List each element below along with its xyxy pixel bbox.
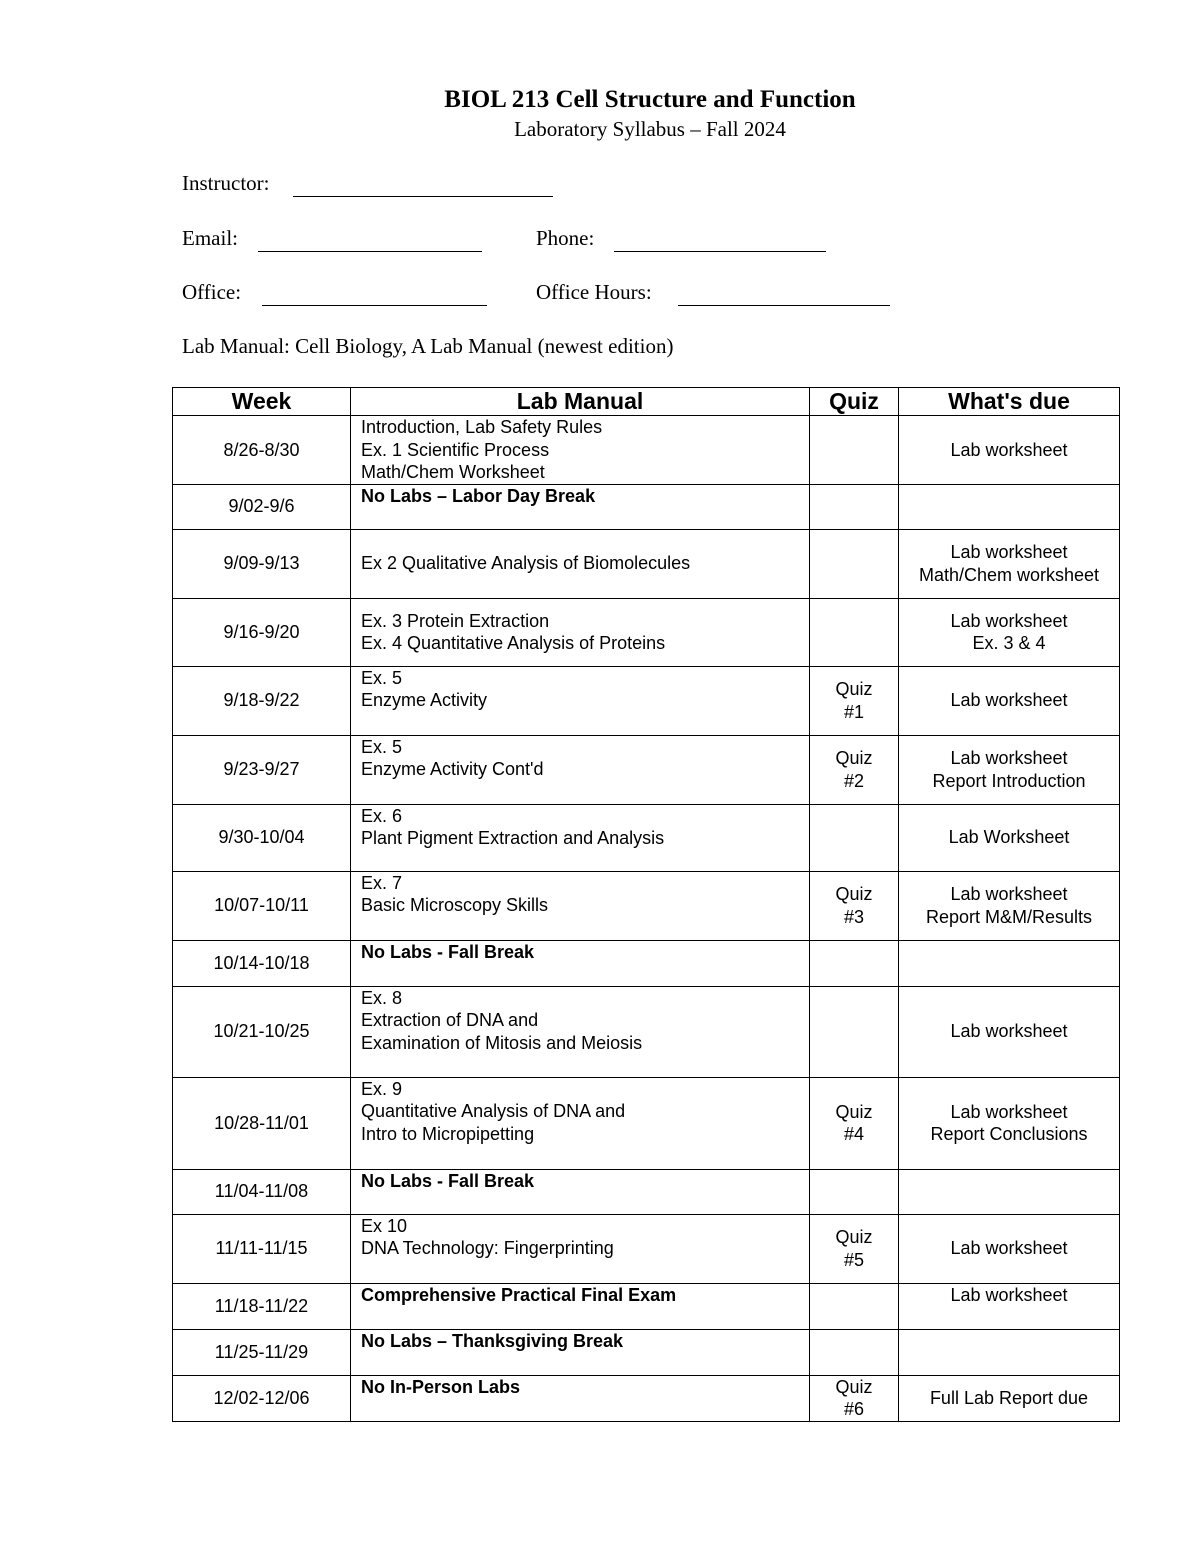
table-header-row — [173, 388, 1120, 416]
week-cell: 10/14-10/18 — [173, 940, 351, 986]
whats-due-cell — [899, 735, 1120, 804]
email-blank — [258, 251, 482, 252]
table-row — [173, 1375, 1120, 1421]
lab-manual-line: Examination of Mitosis and Meiosis — [361, 1032, 643, 1053]
whats-due-cell — [899, 1169, 1120, 1214]
week-cell: 9/02-9/6 — [173, 484, 351, 529]
whats-due-line: Report M&M/Results — [925, 906, 1093, 927]
email-label: Email: — [182, 226, 238, 250]
week-cell: 9/09-9/13 — [173, 529, 351, 598]
header-quiz: Quiz — [810, 388, 899, 416]
week-cell: 11/11-11/15 — [173, 1214, 351, 1283]
quiz-cell — [810, 986, 899, 1077]
lab-manual-line: Plant Pigment Extraction and Analysis — [361, 828, 665, 848]
lab-manual-line: Comprehensive Practical Final Exam — [361, 1284, 677, 1305]
whats-due-cell — [899, 598, 1120, 666]
whats-due-line: Lab worksheet — [950, 690, 1068, 711]
quiz-cell — [810, 1329, 899, 1375]
table-row — [173, 1283, 1120, 1329]
table-row — [173, 986, 1120, 1077]
whats-due-cell — [899, 940, 1120, 986]
week-cell: 9/30-10/04 — [173, 804, 351, 871]
whats-due-cell — [899, 986, 1120, 1077]
lab-manual-line: Ex. 1 Scientific Process — [361, 439, 550, 460]
whats-due-cell — [899, 1375, 1120, 1421]
table-row — [173, 871, 1120, 940]
quiz-cell — [810, 871, 899, 940]
table-row — [173, 1077, 1120, 1169]
table-row — [173, 666, 1120, 735]
whats-due-line: Report Conclusions — [930, 1124, 1088, 1144]
lab-manual-cell — [351, 666, 810, 735]
lab-manual-cell — [351, 1375, 810, 1421]
quiz-cell — [810, 598, 899, 666]
whats-due-line: Ex. 3 & 4 — [972, 633, 1046, 653]
office-blank — [262, 305, 487, 306]
whats-due-cell — [899, 529, 1120, 598]
lab-manual-line: Ex. 8 — [361, 987, 403, 1008]
lab-manual-cell — [351, 484, 810, 529]
lab-manual-line: Ex. 4 Quantitative Analysis of Proteins — [361, 633, 666, 653]
lab-manual-cell — [351, 1169, 810, 1214]
lab-manual-line: No In-Person Labs — [361, 1376, 521, 1397]
whats-due-cell — [899, 1329, 1120, 1375]
quiz-cell — [810, 940, 899, 986]
lab-manual-cell — [351, 735, 810, 804]
whats-due-cell — [899, 1077, 1120, 1169]
lab-manual-cell — [351, 1329, 810, 1375]
quiz-cell — [810, 804, 899, 871]
lab-manual-line: Lab Manual: Cell Biology, A Lab Manual (newest edition) — [182, 334, 674, 358]
whats-due-cell — [899, 666, 1120, 735]
quiz-cell — [810, 1169, 899, 1214]
phone-label: Phone: — [536, 226, 595, 250]
office-hours-label: Office Hours: — [536, 280, 652, 304]
lab-manual-cell — [351, 416, 810, 485]
whats-due-cell — [899, 871, 1120, 940]
whats-due-cell — [899, 1283, 1120, 1329]
week-cell: 11/25-11/29 — [173, 1329, 351, 1375]
week-cell: 8/26-8/30 — [173, 416, 351, 485]
quiz-cell — [810, 735, 899, 804]
table-row — [173, 940, 1120, 986]
schedule-body — [173, 416, 1120, 1422]
whats-due-line: Math/Chem worksheet — [918, 564, 1100, 585]
quiz-cell — [810, 484, 899, 529]
lab-manual-line: No Labs – Labor Day Break — [361, 485, 596, 506]
whats-due-line: Lab worksheet — [950, 1284, 1068, 1305]
table-row — [173, 735, 1120, 804]
lab-manual-cell — [351, 529, 810, 598]
document-title: BIOL 213 Cell Structure and Function — [444, 86, 856, 113]
table-row — [173, 1214, 1120, 1283]
lab-manual-line: Basic Microscopy Skills — [361, 895, 549, 915]
week-cell: 10/28-11/01 — [173, 1077, 351, 1169]
lab-manual-line: DNA Technology: Fingerprinting — [361, 1238, 614, 1258]
quiz-cell — [810, 529, 899, 598]
table-row — [173, 1169, 1120, 1214]
lab-manual-line: No Labs - Fall Break — [361, 941, 535, 962]
whats-due-line: Lab worksheet — [950, 1021, 1068, 1042]
week-cell: 9/23-9/27 — [173, 735, 351, 804]
quiz-line: Quiz — [835, 748, 873, 768]
lab-manual-line: Quantitative Analysis of DNA and — [361, 1101, 626, 1121]
lab-manual-line: Extraction of DNA and — [361, 1010, 539, 1030]
quiz-line: Quiz — [835, 1227, 873, 1247]
week-cell: 9/16-9/20 — [173, 598, 351, 666]
lab-manual-line: Ex. 6 — [361, 805, 403, 826]
lab-manual-line: Enzyme Activity — [361, 690, 488, 710]
table-row — [173, 416, 1120, 485]
quiz-cell — [810, 1375, 899, 1421]
whats-due-line: Lab worksheet — [950, 610, 1068, 631]
table-row — [173, 1329, 1120, 1375]
week-cell: 10/21-10/25 — [173, 986, 351, 1077]
whats-due-line: Lab worksheet — [950, 1101, 1068, 1122]
whats-due-line: Lab worksheet — [950, 439, 1068, 460]
document-subtitle: Laboratory Syllabus – Fall 2024 — [514, 117, 786, 141]
phone-blank — [614, 251, 826, 252]
whats-due-line: Lab worksheet — [950, 1238, 1068, 1259]
schedule-table — [172, 387, 1120, 1422]
whats-due-cell — [899, 804, 1120, 871]
quiz-cell — [810, 416, 899, 485]
week-cell: 11/04-11/08 — [173, 1169, 351, 1214]
whats-due-line: Report Introduction — [932, 770, 1086, 791]
instructor-blank — [293, 196, 553, 197]
lab-manual-line: Ex. 5 — [361, 667, 403, 688]
office-hours-blank — [678, 305, 890, 306]
week-cell: 11/18-11/22 — [173, 1283, 351, 1329]
week-cell: 12/02-12/06 — [173, 1375, 351, 1421]
instructor-label: Instructor: — [182, 171, 270, 195]
quiz-cell — [810, 1077, 899, 1169]
quiz-cell — [810, 1283, 899, 1329]
office-label: Office: — [182, 280, 242, 304]
whats-due-cell — [899, 484, 1120, 529]
lab-manual-line: No Labs - Fall Break — [361, 1170, 535, 1191]
quiz-line: #4 — [843, 1124, 865, 1144]
lab-manual-line: Math/Chem Worksheet — [361, 462, 545, 482]
lab-manual-cell — [351, 940, 810, 986]
lab-manual-line: Ex. 9 — [361, 1078, 403, 1099]
whats-due-line: Lab worksheet — [950, 542, 1068, 562]
table-row — [173, 598, 1120, 666]
table-row — [173, 529, 1120, 598]
whats-due-cell — [899, 416, 1120, 485]
quiz-line: #3 — [843, 906, 865, 927]
quiz-line: Quiz — [835, 1376, 873, 1397]
whats-due-line: Full Lab Report due — [929, 1387, 1089, 1408]
table-row — [173, 484, 1120, 529]
whats-due-cell — [899, 1214, 1120, 1283]
lab-manual-line: Ex. 7 — [361, 872, 403, 893]
lab-manual-cell — [351, 1214, 810, 1283]
quiz-line: #1 — [843, 701, 865, 722]
header-whats-due: What's due — [899, 388, 1120, 416]
lab-manual-line: Introduction, Lab Safety Rules — [361, 417, 603, 437]
whats-due-line: Lab worksheet — [950, 884, 1068, 904]
lab-manual-line: Enzyme Activity Cont'd — [361, 759, 544, 779]
quiz-cell — [810, 1214, 899, 1283]
week-cell: 9/18-9/22 — [173, 666, 351, 735]
quiz-line: Quiz — [835, 679, 873, 699]
lab-manual-cell — [351, 804, 810, 871]
lab-manual-cell — [351, 1283, 810, 1329]
whats-due-line: Lab worksheet — [950, 748, 1068, 768]
lab-manual-line: Ex. 5 — [361, 736, 403, 757]
lab-manual-cell — [351, 986, 810, 1077]
header-lab-manual: Lab Manual — [351, 388, 810, 416]
lab-manual-line: Ex. 3 Protein Extraction — [361, 610, 550, 631]
header-week: Week — [173, 388, 351, 416]
quiz-line: #2 — [843, 770, 865, 791]
quiz-line: #5 — [843, 1249, 865, 1270]
table-row — [173, 804, 1120, 871]
quiz-line: Quiz — [835, 884, 873, 904]
lab-manual-line: Intro to Micropipetting — [361, 1123, 535, 1144]
lab-manual-cell — [351, 598, 810, 666]
lab-manual-line: Ex 2 Qualitative Analysis of Biomolecules — [361, 553, 691, 574]
week-cell: 10/07-10/11 — [173, 871, 351, 940]
quiz-line: #6 — [843, 1399, 865, 1419]
lab-manual-cell — [351, 871, 810, 940]
lab-manual-line: Ex 10 — [361, 1215, 408, 1236]
quiz-line: Quiz — [835, 1101, 873, 1122]
whats-due-line: Lab Worksheet — [948, 827, 1070, 848]
lab-manual-line: No Labs – Thanksgiving Break — [361, 1330, 624, 1351]
lab-manual-cell — [351, 1077, 810, 1169]
quiz-cell — [810, 666, 899, 735]
